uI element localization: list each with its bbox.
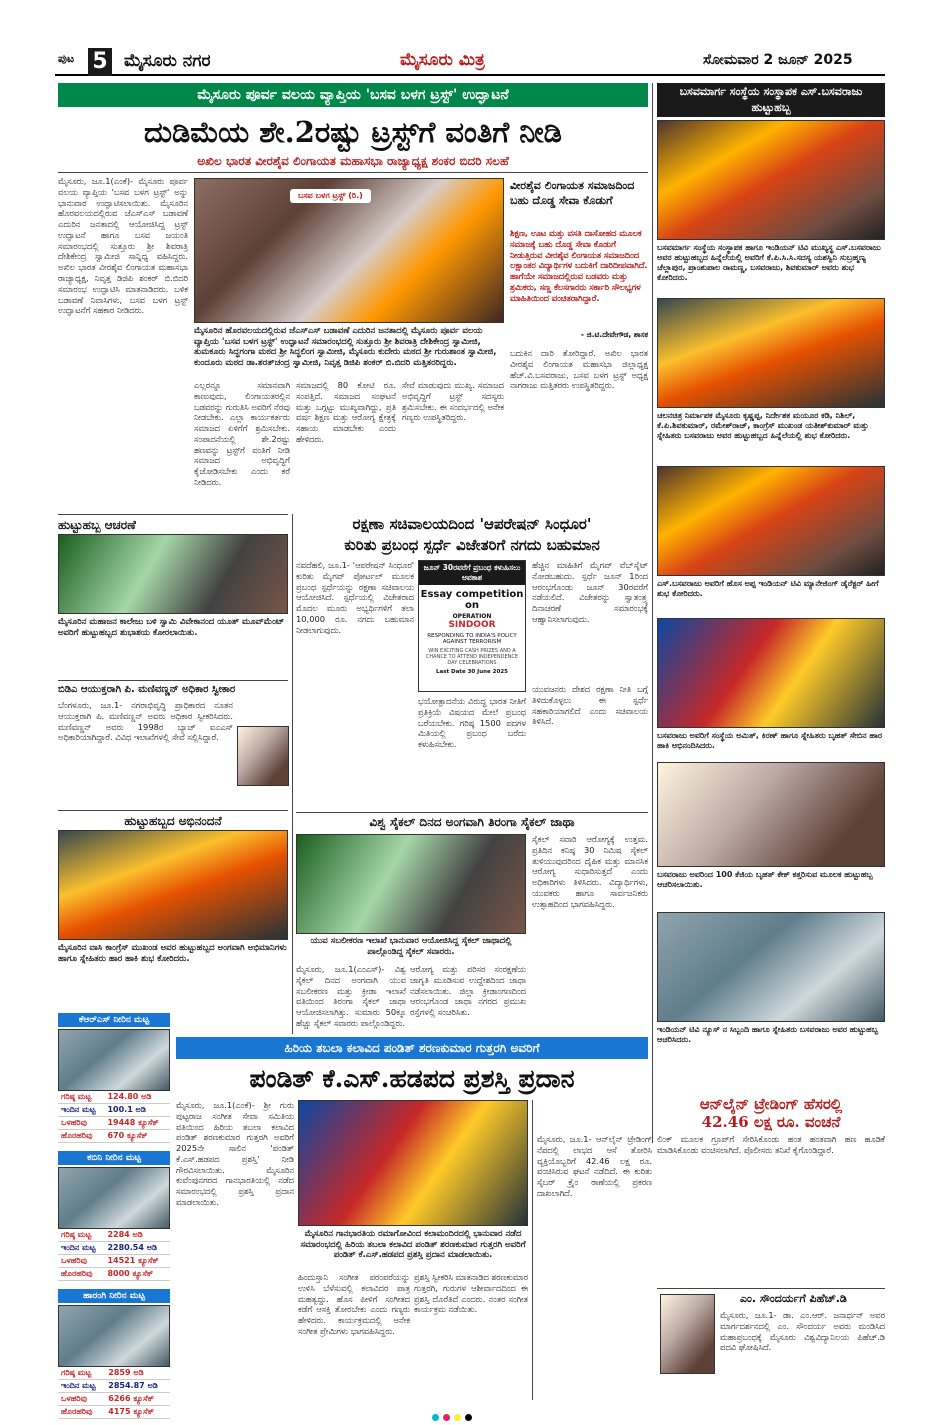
award-body-3: ಪ್ರಶಸ್ತಿ ಸ್ವೀಕರಿಸಿ ಮಾತನಾಡಿದ ಶರಣಕುಮಾರ ಗುತ್ತರಗಿ, ಗುರುಗಳ ಆಶೀರ್ವಾದದಿಂದ ಈ ಪ್ರಶಸ್ತಿ ದೊರೆತಿದೆ ಎಂದರು. ನಂತರ ಸಂಗೀತ ಕಾರ್ಯಕ್ರಮ ನಡೆಯಿತು. (414, 1272, 528, 1315)
lead-rule (58, 172, 648, 173)
lead-col2: ಎಲ್ಲರನ್ನೂ ಸಮಾನವಾಗಿ ಕಾಣುವುದು, ಲಿಂಗಾಯತರಲ್ಲಿನ ಬಡವರನ್ನು ಗುರುತಿಸಿ ಅವರಿಗೆ ನೆರವು ನೀಡಬೇಕು. ಎಲ್ಲಾ ಕಾರ್ಯಕರ್ತರು ಸಮಾಜದ ಏಳಿಗೆಗೆ ಶ್ರಮಿಸಬೇಕು. ಸಂಪಾದನೆಯಲ್ಲಿ ಶೇ.2ರಷ್ಟು ಹಣವನ್ನು ಟ್ರಸ್ಟ್‌ಗೆ ವಂತಿಗೆ ನೀಡಿ ಸಮಾಜದ ಅಭಿವೃದ್ಧಿಗೆ ಕೈಜೋಡಿಸಬೇಕು ಎಂದು ಕರೆ ನೀಡಿದರು. (194, 380, 290, 488)
water-levels (58, 1013, 170, 1419)
page-label: ಪುಟ (58, 52, 75, 65)
essay-poster (418, 560, 526, 692)
lead-col4: ಸೇವೆ ಮಾಡುವುದು ಮುಖ್ಯ. ಸಮಾಜದ ಅಭಿವೃದ್ಧಿಗೆ ಟ್ರಸ್ಟ್ ಸದಸ್ಯರು ಶ್ರಮಿಸಬೇಕು. ಈ ಸಂದರ್ಭದಲ್ಲಿ ಅನೇಕ ಗಣ್ಯರು ಉಪಸ್ಥಿತರಿದ್ದರು. (402, 380, 504, 423)
fraud-body-2: ಲಿಂಕ್ ಮೂಲಕ ಗ್ರೂಪ್‌ಗೆ ಸೇರಿಸಿಕೊಂಡು ಹಂತ ಹಂತವಾಗಿ ಹಣ ಹೂಡಿಕೆ ಮಾಡಿಸಿಕೊಂಡು ವಂಚಿಸಲಾಗಿದೆ. ಪೊಲೀಸರು ತನಿಖೆ ಕೈಗೊಂಡಿದ್ದಾರೆ. (657, 1134, 885, 1155)
row-label: ಹೊರಹರಿವು (58, 1406, 105, 1419)
row-value: 2284 ಅಡಿ (104, 1229, 170, 1242)
cycle-body-1: ಮೈಸೂರು, ಜೂ.1(ಎಂಎಸ್)- ವಿಶ್ವ ಸೈಕಲ್ ದಿನದ ಅಂಗವಾಗಿ ಯುವ ಸಬಲೀಕರಣ ಮತ್ತು ಕ್ರೀಡಾ ಇಲಾಖೆ ವತಿಯಿಂದ ತಿರಂಗಾ ಸೈಕಲ್ ಜಾಥಾ ಆಯೋಜಿಸಲಾಗಿತ್ತು. ಸುಮಾರು 50ಕ್ಕೂ ಹೆಚ್ಚು ಸೈಕಲ್ ಸವಾರರು ಪಾಲ್ಗೊಂಡಿದ್ದರು. (296, 964, 406, 1028)
row-value: 8000 ಕ್ಯೂಸೆಕ್ (104, 1268, 170, 1281)
birthday-caption-3: ಎಸ್.ಬಸವರಾಜು ಅವರಿಗೆ ಹೊಸ ಅಪ್ಪ ಇಂಡಿಯನ್ ಟಿವಿ ಮ್ಯಾನೇಜಿಂಗ್ ಡೈರೆಕ್ಟರ್ ಹೀಗೆ ಶುಭ ಕೋರಿದರು. (657, 579, 879, 598)
section-title: ಮೈಸೂರು ನಗರ (124, 51, 211, 71)
cycle-body-3: ಸೈಕಲ್ ಸವಾರಿ ಆರೋಗ್ಯಕ್ಕೆ ಉತ್ತಮ. ಪ್ರತಿದಿನ ಕನಿಷ್ಠ 30 ನಿಮಿಷ ಸೈಕಲ್ ತುಳಿಯುವುದರಿಂದ ದೈಹಿಕ ಮತ್ತು ಮಾನಸಿಕ ಆರೋಗ್ಯ ಸುಧಾರಿಸುತ್ತದೆ ಎಂದು ಅಧಿಕಾರಿಗಳು ತಿಳಿಸಿದರು. ವಿದ್ಯಾರ್ಥಿಗಳು, ಯುವಕರು ಹಾಗೂ ಸಾರ್ವಜನಿಕರು ಉತ್ಸಾಹದಿಂದ ಭಾಗವಹಿಸಿದ್ದರು. (532, 834, 648, 909)
dam-photo-kabini (58, 1167, 170, 1229)
row-label: ಒಳಹರಿವು (58, 1255, 104, 1268)
lead-subhead: ಅಖಿಲ ಭಾರತ ವೀರಶೈವ ಲಿಂಗಾಯತ ಮಹಾಸಭಾ ರಾಜ್ಯಾಧ್ಯಕ್ಷ ಶಂಕರ ಬಿದರಿ ಸಲಹೆ (197, 154, 509, 168)
sindoor-body-1: ನವದೆಹಲಿ, ಜೂ.1- 'ಆಪರೇಷನ್ ಸಿಂಧೂರ' ಕುರಿತು ಮೈಗವ್ ಪೋರ್ಟಲ್ ಮೂಲಕ ಪ್ರಬಂಧ ಸ್ಪರ್ಧೆಯನ್ನು ರಕ್ಷಣಾ ಸಚಿವಾಲಯ ಆಯೋಜಿಸಿದೆ. ಸ್ಪರ್ಧೆಯಲ್ಲಿ ವಿಜೇತರಾದ ಮೊದಲ ಮೂರು ಅಭ್ಯರ್ಥಿಗಳಿಗೆ ತಲಾ 10,000 ರೂ. ನಗದು ಬಹುಮಾನ ನೀಡಲಾಗುವುದು. (296, 560, 414, 635)
row-label: ಇಂದಿನ ಮಟ್ಟ (58, 1242, 104, 1255)
birthday-caption-1: ಬಸವಮಾರ್ಗ ಸಂಸ್ಥೆಯ ಸಂಸ್ಥಾಪಕ ಹಾಗೂ ಇಂಡಿಯನ್ ಟಿವಿ ಮುಖ್ಯಸ್ಥ ಎಸ್.ಬಸವರಾಜು ಅವರ ಹುಟ್ಟುಹಬ್ಬದ ಹಿನ್ನೆಲೆಯಲ್ಲಿ ಅವರಿಗೆ ಕೆ.ಪಿ.ಸಿ.ಸಿ.ಸದಸ್ಯ ಯಶಸ್ವಿನಿ ಸುಬ್ರಹ್ಮಣ್ಯ ಚೆಲ್ಲಾಪುರ, ಪ್ರಾಂಶುಪಾಲ ರಾಮಣ್ಣ, ಬಸವರಾಜು, ಶಿವಕುಮಾರ್ ಅವರು ಶುಭ ಕೋರಿದರು. (657, 243, 881, 282)
right-rule (652, 83, 653, 1143)
birthday-photo-5 (657, 762, 885, 867)
row-label: ಗರಿಷ್ಠ ಮಟ್ಟ (58, 1367, 105, 1380)
quote-author: - ಜಿ.ಟಿ.ದೇವೇಗೌಡ, ಶಾಸಕ (580, 330, 648, 339)
cycle-title: ವಿಶ್ವ ಸೈಕಲ್ ದಿನದ ಅಂಗವಾಗಿ ತಿರಂಗಾ ಸೈಕಲ್ ಜಾಥಾ (369, 815, 575, 829)
poster-tag: RESPONDING TO INDIA'S POLICY AGAINST TERRORISM (427, 633, 517, 645)
lead-photo (194, 178, 504, 323)
fraud-title-2: 42.46 ಲಕ್ಷ ರೂ. ವಂಚನೆ (701, 1113, 841, 1131)
mid-rule (292, 514, 293, 1034)
print-registration (430, 1406, 474, 1425)
sindoor-title-2: ಕುರಿತು ಪ್ರಬಂಧ ಸ್ಪರ್ಧೆ ವಿಜೇತರಿಗೆ ನಗದು ಬಹುಮಾನ (344, 536, 600, 554)
row-value: 2854.87 ಅಡಿ (105, 1380, 170, 1393)
row-label: ಗರಿಷ್ಠ ಮಟ್ಟ (58, 1091, 104, 1104)
lead-quote: ಶಿಕ್ಷಣ, ಊಟ ಮತ್ತು ವಸತಿ ದಾಸೋಹದ ಮೂಲಕ ಸಮಾಜಕ್ಕೆ ಬಹು ದೊಡ್ಡ ಸೇವಾ ಕೊಡುಗೆ ನೀಡುತ್ತಿರುವ ವೀರಶೈವ ಲಿಂಗಾಯತ ಸಮಾಜದಿಂದ ಲಕ್ಷಾಂತರ ವಿದ್ಯಾರ್ಥಿಗಳ ಬದುಕಿಗೆ ದಾರಿದೀಪವಾಗಿದೆ. ಹಾಗೆಯೇ ಸಮಾಜದಲ್ಲಿರುವ ಬಡವರು ಮತ್ತು ಶ್ರಮಿಕರು, ಸಣ್ಣ ಕೆಲಸಗಾರರು ಸರ್ಕಾರಿ ಸೌಲಭ್ಯಗಳ ಮಾಹಿತಿಯಿಂದ ವಂಚಿತರಾಗಿದ್ದಾರೆ. (510, 228, 648, 303)
birthday-caption-5: ಬಸವರಾಜು ಅವರಿಂದ 100 ಕೆಜಿಯ ಬೃಹತ್ ಕೇಕ್ ಕತ್ತರಿಸುವ ಮೂಲಕ ಹುಟ್ಟುಹಬ್ಬ ಆಚರಿಸಲಾಯಿತು. (657, 870, 873, 889)
water-krs (58, 1013, 170, 1143)
birthday-caption-2: ಚಲನಚಿತ್ರ ನಿರ್ಮಾಪಕ ಮೈಸೂರು ಕೃಷ್ಣಪ್ಪ, ನಿರ್ದೇಶಕ ಮಯೂರ ಕಡಿ, ನಿಶಿಲ್, ಕೆ.ಪಿ.ಶಿವಕುಮಾರ್, ರಮೇಶ್‌ರಾಜ್, ಕಾಂಗ್ರೆಸ್ ಮುಖಂಡ ಯತೀಶ್‌ಕುಮಾರ್ ಮತ್ತು ಸ್ನೇಹಿತರು ಬಸವರಾಜು ಅವರ ಹುಟ್ಟುಹಬ್ಬದ ಹಿನ್ನೆಲೆಯಲ್ಲಿ ಶುಭ ಕೋರಿದರು. (657, 411, 869, 440)
bday-celebration-photo (58, 534, 288, 614)
row-label: ಹೊರಹರಿವು (58, 1130, 104, 1143)
sindoor-body-3: ಹೆಚ್ಚಿನ ಮಾಹಿತಿಗೆ ಮೈಗವ್ ವೆಬ್‌ಸೈಟ್ ನೋಡಬಹುದು. ಸ್ಪರ್ಧೆ ಜೂನ್ 1ರಿಂದ ಆರಂಭಗೊಂಡು ಜೂನ್ 30ರವರೆಗೆ ನಡೆಯಲಿದೆ. ವಿಜೇತರನ್ನು ಸ್ವಾತಂತ್ರ್ಯ ದಿನಾಚರಣೆ ಸಮಾರಂಭಕ್ಕೆ ಆಹ್ವಾನಿಸಲಾಗುವುದು. (532, 560, 648, 624)
rule-officer (58, 680, 288, 681)
water-title-kabini: ಕಬಿನಿ ನೀರಿನ ಮಟ್ಟ (58, 1151, 170, 1165)
row-value: 6266 ಕ್ಯೂಸೆಕ್ (105, 1393, 170, 1406)
fraud-body-1: ಮೈಸೂರು, ಜೂ.1- ಆನ್‌ಲೈನ್ ಟ್ರೇಡಿಂಗ್ ನೆಪದಲ್ಲಿ ಲಾಭದ ಆಸೆ ತೋರಿಸಿ ವ್ಯಕ್ತಿಯೊಬ್ಬರಿಗೆ 42.46 ಲಕ್ಷ ರೂ. ವಂಚಿಸಿರುವ ಘಟನೆ ನಡೆದಿದೆ. ಈ ಕುರಿತು ಸೈಬರ್ ಕ್ರೈಂ ಠಾಣೆಯಲ್ಲಿ ಪ್ರಕರಣ ದಾಖಲಾಗಿದೆ. (537, 1134, 652, 1198)
greetings-title: ಹುಟ್ಟುಹಬ್ಬದ ಅಭಿನಂದನೆ (124, 814, 222, 828)
lead-headline: ದುಡಿಮೆಯ ಶೇ.2ರಷ್ಟು ಟ್ರಸ್ಟ್‌ಗೆ ವಂತಿಗೆ ನೀಡಿ (144, 115, 562, 149)
birthday-photo-6 (657, 912, 885, 1022)
row-value: 14521 ಕ್ಯೂಸೆಕ್ (104, 1255, 170, 1268)
lead-kicker: ಮೈಸೂರು ಪೂರ್ವ ವಲಯ ವ್ಯಾಪ್ತಿಯ 'ಬಸವ ಬಳಗ ಟ್ರಸ್ಟ್' ಉದ್ಘಾಟನೆ (58, 83, 648, 107)
award-caption: ಮೈಸೂರಿನ ಗಾನಭಾರತಿಯ ರಮಾಗೋವಿಂದ ಕಲಾಮಂದಿರದಲ್ಲಿ ಭಾನುವಾರ ನಡೆದ ಸಮಾರಂಭದಲ್ಲಿ ಹಿರಿಯ ತಬಲಾ ಕಲಾವಿದ ಪಂಡಿತ್ ಶರಣಕುಮಾರ ಗುತ್ತರಗಿ ಅವರಿಗೆ ಪಂಡಿತ್ ಕೆ.ಎಸ್.ಹಡಪದ ಪ್ರಶಸ್ತಿ ಪ್ರದಾನ ಮಾಡಲಾಯಿತು. (300, 1229, 526, 1261)
award-headline: ಪಂಡಿತ್ ಕೆ.ಎಸ್.ಹಡಪದ ಪ್ರಶಸ್ತಿ ಪ್ರದಾನ (249, 1064, 575, 1093)
water-harangi (58, 1289, 170, 1419)
award-kicker: ಹಿರಿಯ ತಬಲಾ ಕಲಾವಿದ ಪಂಡಿತ್ ಶರಣಕುಮಾರ ಗುತ್ತರಗಿ ಅವರಿಗೆ (176, 1037, 648, 1059)
phd-title: ಎಂ. ಸೌಂದರ್ಯಗೆ ಪಿಹೆಚ್.ಡಿ (740, 1292, 847, 1305)
greetings-caption: ಮೈಸೂರಿನ ವಾಸಿ ಕಾಂಗ್ರೆಸ್ ಮುಖಂಡ ಅವರ ಹುಟ್ಟುಹಬ್ಬದ ಅಂಗವಾಗಿ ಅಭಿಮಾನಿಗಳು ಹಾಗೂ ಸ್ನೇಹಿತರು ಹಾರ ಹಾಕಿ ಶುಭ ಕೋರಿದರು. (58, 943, 287, 964)
birthday-caption-4: ಬಸವರಾಜು ಅವರಿಗೆ ಸಂಸ್ಥೆಯ ಅಮಿತ್, ಕಿರಣ್ ಹಾಗೂ ಸ್ನೇಹಿತರು ಬೃಹತ್ ಸೇಬಿನ ಹಾರ ಹಾಕಿ ಅಭಿನಂದಿಸಿದರು. (657, 731, 883, 750)
poster-date: Last Date 30 June 2025 (436, 669, 508, 675)
lead-col1: ಮೈಸೂರು, ಜೂ.1(ಎಂಕೆ)- ಮೈಸೂರು ಪೂರ್ವ ವಲಯ ವ್ಯಾಪ್ತಿಯ 'ಬಸವ ಬಳಗ ಟ್ರಸ್ಟ್' ಅನ್ನು ಭಾನುವಾರ ಉದ್ಘಾಟಿಸಲಾಯಿತು. ಮೈಸೂರಿನ ಹೊರವಲಯದಲ್ಲಿರುವ ಜೆಎಸ್‌ಎಸ್ ಬಡಾವಣೆ ಎದುರಿನ ಜನತಾದಲ್ಲಿ ಆಯೋಜಿಸಿದ್ದ ಟ್ರಸ್ಟ್ ಉದ್ಘಾಟನೆ ಹಾಗೂ ಬಸವ ಜಯಂತಿ ಸಮಾರಂಭದಲ್ಲಿ ಸುತ್ತೂರು ಶ್ರೀ ಶಿವರಾತ್ರಿ ದೇಶಿಕೇಂದ್ರ ಸ್ವಾಮೀಜಿ ಸಾನ್ನಿಧ್ಯ ವಹಿಸಿದ್ದರು. ಅಖಿಲ ಭಾರತ ವೀರಶೈವ ಲಿಂಗಾಯತ ಮಹಾಸಭಾ ರಾಜ್ಯಾಧ್ಯಕ್ಷ, ನಿವೃತ್ತ ಡಿಜಿಪಿ ಶಂಕರ್ ಬಿ.ಬಿದರಿ ಸಮಾರಂಭ ಉದ್ಘಾಟಿಸಿ ಮಾತನಾಡಿದರು. ಬಳಿಕ ಬಡಾವಣೆ ನಿವಾಸಿಗಳು, ಬಸವ ಬಳಗ ಟ್ರಸ್ಟ್ ಉದ್ಘಾಟನೆಗೆ ಸಹಕಾರ ನೀಡಿದರು. (58, 176, 188, 316)
birthday-photo-2 (657, 298, 885, 408)
greetings-photo (58, 830, 288, 940)
cycle-caption: ಯುವ ಸಬಲೀಕರಣ ಇಲಾಖೆ ಭಾನುವಾರ ಆಯೋಜಿಸಿದ್ದ ಸೈಕಲ್ ಜಾಥಾದಲ್ಲಿ ಪಾಲ್ಗೊಂಡಿದ್ದ ಸೈಕಲ್ ಸವಾರರು. (310, 936, 512, 957)
row-label: ಇಂದಿನ ಮಟ್ಟ (58, 1380, 105, 1393)
page-number: 5 (88, 48, 112, 76)
award-photo (298, 1100, 528, 1226)
dot-cyan (432, 1414, 439, 1421)
row-label: ಒಳಹರಿವು (58, 1117, 104, 1130)
row-value: 2859 ಅಡಿ (105, 1367, 170, 1380)
poster-title: Essay competition on (420, 589, 524, 611)
phd-body: ಮೈಸೂರು, ಜೂ.1- ಡಾ. ಎಂ.ಆರ್. ಜನಾರ್ಧನ್ ಅವರ ಮಾರ್ಗದರ್ಶನದಲ್ಲಿ ಎಂ. ಸೌಂದರ್ಯ ಅವರು ಮಂಡಿಸಿದ ಮಹಾಪ್ರಬಂಧಕ್ಕೆ ಮೈಸೂರು ವಿಶ್ವವಿದ್ಯಾನಿಲಯ ಪಿಹೆಚ್.ಡಿ ಪದವಿ ಘೋಷಿಸಿದೆ. (720, 1310, 885, 1353)
officer-title: ಬಿಡಿಎ ಆಯುಕ್ತರಾಗಿ ಪಿ. ಮಣಿವಣ್ಣನ್ ಅಧಿಕಾರ ಸ್ವೀಕಾರ (58, 684, 236, 695)
water-table-kabini (58, 1229, 170, 1281)
poster-op: OPERATION (452, 613, 492, 620)
lead-side-title: ವೀರಶೈವ ಲಿಂಗಾಯತ ಸಮಾಜದಿಂದ ಬಹು ದೊಡ್ಡ ಸೇವಾ ಕೊಡುಗೆ (510, 179, 635, 208)
sindoor-body-2: ಭಯೋತ್ಪಾದನೆಯ ವಿರುದ್ಧ ಭಾರತ ನೀತಿಗೆ ಪ್ರತಿಕ್ರಿಯೆ ವಿಷಯದ ಮೇಲೆ ಪ್ರಬಂಧ ಬರೆಯಬೇಕು. ಗರಿಷ್ಠ 1500 ಪದಗಳ ಮಿತಿಯಲ್ಲಿ ಪ್ರಬಂಧ ಬರೆದು ಕಳುಹಿಸಬೇಕು. (418, 696, 526, 750)
phd-photo (660, 1294, 715, 1374)
edition-date: ಸೋಮವಾರ 2 ಜೂನ್ 2025 (703, 52, 853, 68)
bday-celebration-caption: ಮೈಸೂರಿನ ಮಹಾಜನ ಕಾಲೇಜು ಬಳಿ ಸ್ವಾಮಿ ವಿವೇಕಾನಂದ ಯೂತ್ ಮೂವ್‌ಮೆಂಟ್ ಅವರಿಗೆ ಹುಟ್ಟುಹಬ್ಬದ ಶುಭಾಶಯ ಕೋರಲಾಯಿತು. (58, 617, 285, 638)
row-value: 19448 ಕ್ಯೂಸೆಕ್ (104, 1117, 170, 1130)
dam-photo-harangi (58, 1305, 170, 1367)
dot-black (465, 1414, 472, 1421)
cycle-photo (296, 834, 526, 934)
sindoor-title-1: ರಕ್ಷಣಾ ಸಚಿವಾಲಯದಿಂದ 'ಆಪರೇಷನ್ ಸಿಂಧೂರ' (352, 515, 592, 533)
birthday-photo-4 (657, 618, 885, 728)
rule-bday (58, 514, 288, 515)
poster-sindoor: SINDOOR (448, 620, 496, 630)
essay-deadline: ಜೂನ್ 30ರವರೆಗೆ ಪ್ರಬಂಧ ಕಳುಹಿಸಲು ಅವಕಾಶ (419, 561, 525, 585)
birthday-caption-6: ಇಂಡಿಯನ್ ಟಿವಿ ನ್ಯೂಸ್ ನ ಸಿಬ್ಬಂದಿ ಹಾಗೂ ಸ್ನೇಹಿತರು ಬಸವರಾಜು ಅವರ ಹುಟ್ಟುಹಬ್ಬ ಆಚರಿಸಿದರು. (657, 1025, 879, 1044)
birthday-photo-3 (657, 466, 885, 576)
row-label: ಹೊರಹರಿವು (58, 1268, 104, 1281)
row-label: ಗರಿಷ್ಠ ಮಟ್ಟ (58, 1229, 104, 1242)
officer-body: ಬೆಂಗಳೂರು, ಜೂ.1- ನಗರಾಭಿವೃದ್ಧಿ ಪ್ರಾಧಿಕಾರದ ನೂತನ ಆಯುಕ್ತರಾಗಿ ಪಿ. ಮಣಿವಣ್ಣನ್ ಅವರು ಅಧಿಕಾರ ಸ್ವೀಕರಿಸಿದರು. ಮಣಿವಣ್ಣನ್ ಅವರು 1998ರ ಬ್ಯಾಚ್ ಐಎಎಸ್ ಅಧಿಕಾರಿಯಾಗಿದ್ದಾರೆ. ವಿವಿಧ ಇಲಾಖೆಗಳಲ್ಲಿ ಸೇವೆ ಸಲ್ಲಿಸಿದ್ದಾರೆ. (58, 700, 233, 743)
poster-sub: WIN EXCITING CASH PRIZES AND A CHANCE TO ATTEND INDEPENDENCE DAY CELEBRATIONS (425, 648, 519, 666)
rule-cycle (296, 812, 648, 813)
award-body-2: ಹಿಂದುಸ್ತಾನಿ ಸಂಗೀತ ಪರಂಪರೆಯನ್ನು ಉಳಿಸಿ ಬೆಳೆಸುವಲ್ಲಿ ಕಲಾವಿದರ ಪಾತ್ರ ಮಹತ್ವದ್ದು. ಹೊಸ ಪೀಳಿಗೆ ಸಂಗೀತದ ಕಡೆಗೆ ಆಸಕ್ತಿ ತೋರಬೇಕು ಎಂದು ಗಣ್ಯರು ಹೇಳಿದರು. ಕಾರ್ಯಕ್ರಮದಲ್ಲಿ ಅನೇಕ ಸಂಗೀತ ಪ್ರೇಮಿಗಳು ಭಾಗವಹಿಸಿದ್ದರು. (298, 1272, 410, 1336)
lead-caption: ಮೈಸೂರಿನ ಹೊರವಲಯದಲ್ಲಿರುವ ಜೆಎಸ್‌ಎಸ್ ಬಡಾವಣೆ ಎದುರಿನ ಜನತಾದಲ್ಲಿ ಮೈಸೂರು ಪೂರ್ವ ವಲಯ ವ್ಯಾಪ್ತಿಯ 'ಬಸವ ಬಳಗ ಟ್ರಸ್ಟ್' ಉದ್ಘಾಟನೆ ಸಮಾರಂಭದಲ್ಲಿ ಸುತ್ತೂರು ಶ್ರೀ ಶಿವರಾತ್ರಿ ದೇಶಿಕೇಂದ್ರ ಸ್ವಾಮೀಜಿ, ತುಮಕೂರು ಸಿದ್ಧಗಂಗಾ ಮಠದ ಶ್ರೀ ಸಿದ್ಧಲಿಂಗ ಸ್ವಾಮೀಜಿ, ಮೈಸೂರು ಕುದೇರು ಮಠದ ಶ್ರೀ ಗುರುಶಾಂತ ಸ್ವಾಮೀಜಿ, ಕುಂದೂರು ಮಠದ ಡಾ.ಶರತ್‌ಚಂದ್ರ ಸ್ವಾಮೀಜಿ, ನಿವೃತ್ತ ಡಿಜಿಪಿ ಶಂಕರ್ ಬಿ.ಬಿದರಿ ಮತ್ತಿತರರಿದ್ದರು. (194, 326, 497, 368)
water-title-krs: ಕೆಆರ್‌ಎಸ್ ನೀರಿನ ಮಟ್ಟ (58, 1013, 170, 1027)
row-value: 124.80 ಅಡಿ (104, 1091, 170, 1104)
lead-col5: ಬದುಕಿನ ದಾರಿ ತೋರಿದ್ದಾರೆ. ಅಖಿಲ ಭಾರತ ವೀರಶೈವ ಲಿಂಗಾಯತ ಮಹಾಸಭಾ ಜಿಲ್ಲಾಧ್ಯಕ್ಷ ಹೆಚ್.ವಿ.ಬಸವರಾಜು, ಬಸವ ಬಳಗ ಟ್ರಸ್ಟ್ ಅಧ್ಯಕ್ಷ ನಾಗರಾಜು ಮತ್ತಿತರರು ಉಪಸ್ಥಿತರಿದ್ದರು. (510, 348, 648, 391)
row-label: ಒಳಹರಿವು (58, 1393, 105, 1406)
sindoor-body-4: ಯುವಜನರು ದೇಶದ ರಕ್ಷಣಾ ನೀತಿ ಬಗ್ಗೆ ತಿಳಿದುಕೊಳ್ಳಲು ಈ ಸ್ಪರ್ಧೆ ಸಹಕಾರಿಯಾಗಲಿದೆ ಎಂದು ಸಚಿವಾಲಯ ತಿಳಿಸಿದೆ. (532, 684, 648, 727)
officer-photo (237, 726, 289, 786)
paper-logo: ಮೈಸೂರು ಮಿತ್ರ (400, 50, 485, 70)
award-body-1: ಮೈಸೂರು, ಜೂ.1(ಎಂಕೆ)- ಶ್ರೀ ಗುರು ಪುಟ್ಟರಾಜ ಸಂಗೀತ ಸೇವಾ ಸಮಿತಿಯ ವತಿಯಿಂದ ಹಿರಿಯ ತಬಲಾ ಕಲಾವಿದ ಪಂಡಿತ್ ಶರಣಕುಮಾರ ಗುತ್ತರಗಿ ಅವರಿಗೆ 2025ನೇ ಸಾಲಿನ 'ಪಂಡಿತ್ ಕೆ.ಎಸ್.ಹಡಪದ ಪ್ರಶಸ್ತಿ' ನೀಡಿ ಗೌರವಿಸಲಾಯಿತು. ಮೈಸೂರಿನ ಕುವೆಂಪುನಗರದ ಗಾನಭಾರತಿಯಲ್ಲಿ ನಡೆದ ಸಮಾರಂಭದಲ್ಲಿ ಪ್ರಶಸ್ತಿ ಪ್ರದಾನ ಮಾಡಲಾಯಿತು. (176, 1100, 294, 1208)
row-label: ಇಂದಿನ ಮಟ್ಟ (58, 1104, 104, 1117)
water-title-harangi: ಹಾರಂಗಿ ನೀರಿನ ಮಟ್ಟ (58, 1289, 170, 1303)
award-rule (532, 1100, 533, 1400)
fraud-title-1: ಆನ್‌ಲೈನ್ ಟ್ರೇಡಿಂಗ್ ಹೆಸರಲ್ಲಿ (699, 1095, 843, 1113)
water-table-krs (58, 1091, 170, 1143)
photo-banner-text: ಬಸವ ಬಳಗ ಟ್ರಸ್ಟ್ (ರಿ.) (290, 189, 371, 203)
water-kabini (58, 1151, 170, 1281)
row-value: 2280.54 ಅಡಿ (104, 1242, 170, 1255)
dot-yellow (454, 1414, 461, 1421)
birthday-title: ಬಸವಮಾರ್ಗ ಸಂಸ್ಥೆಯ ಸಂಸ್ಥಾಪಕ ಎಸ್.ಬಸವರಾಜು ಹುಟ್ಟುಹಬ್ಬ (657, 83, 885, 117)
birthday-photo-1 (657, 120, 885, 240)
row-value: 670 ಕ್ಯೂಸೆಕ್ (104, 1130, 170, 1143)
bday-celebration-title: ಹುಟ್ಟುಹಬ್ಬ ಆಚರಣೆ (58, 518, 136, 532)
dot-magenta (443, 1414, 450, 1421)
water-table-harangi (58, 1367, 170, 1419)
rule-phd (657, 1288, 885, 1289)
row-value: 4175 ಕ್ಯೂಸೆಕ್ (105, 1406, 170, 1419)
dam-photo-krs (58, 1029, 170, 1091)
cycle-body-2: ಆರೋಗ್ಯ ಮತ್ತು ಪರಿಸರ ಸಂರಕ್ಷಣೆಯ ಜಾಗೃತಿ ಮೂಡಿಸುವ ಉದ್ದೇಶದಿಂದ ಜಾಥಾ ನಡೆಸಲಾಯಿತು. ಜಿಲ್ಲಾ ಕ್ರೀಡಾಂಗಣದಿಂದ ಆರಂಭಗೊಂಡ ಜಾಥಾ ನಗರದ ಪ್ರಮುಖ ರಸ್ತೆಗಳಲ್ಲಿ ಸಂಚರಿಸಿತು. (410, 964, 526, 1018)
row-value: 100.1 ಅಡಿ (104, 1104, 170, 1117)
lead-col3: ಸಮಾಜದಲ್ಲಿ 80 ಕೋಟಿ ರೂ. ಸಂಪತ್ತಿದೆ. ಸಮಾಜದ ಸಂಘಟನೆ ಮತ್ತು ಒಗ್ಗಟ್ಟು ಮುಖ್ಯವಾಗಿದ್ದು, ಪ್ರತಿ ವರ್ಷ ಶಿಕ್ಷಣ ಮತ್ತು ಆರೋಗ್ಯ ಕ್ಷೇತ್ರಕ್ಕೆ ಸಹಾಯ ಮಾಡಬೇಕು ಎಂದು ಹೇಳಿದರು. (296, 380, 396, 444)
rule-greet (58, 810, 288, 811)
